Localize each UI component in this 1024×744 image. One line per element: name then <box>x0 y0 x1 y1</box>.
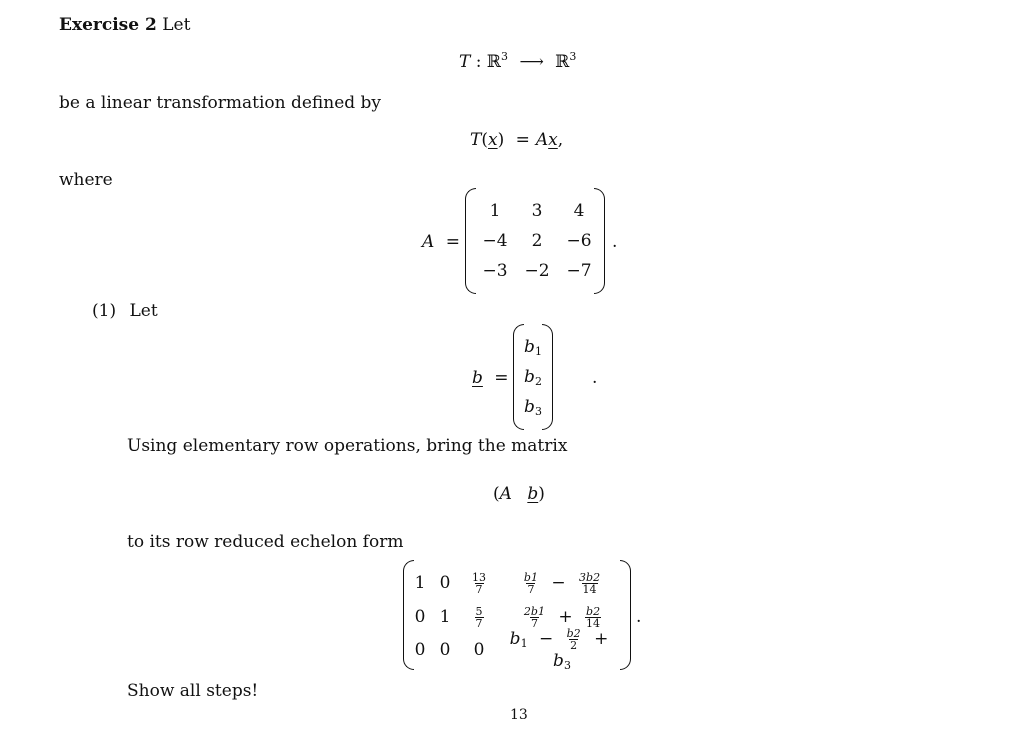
vector-b-entry: $b_3$ <box>524 396 542 418</box>
map-codomain-exp: 3 <box>569 50 577 63</box>
exercise-let: Let <box>162 15 191 35</box>
rref-cell: 0 <box>439 573 451 593</box>
rref-cell: 1 <box>414 573 426 593</box>
eq-open: ( <box>481 130 488 150</box>
eq-x: x <box>487 130 498 150</box>
rref-r2-rhs: $\frac{2b1}{7}$ + $\frac{b2}{14}$ <box>523 604 601 630</box>
vector-b-dot: . <box>592 368 598 388</box>
show-steps-text: Show all steps! <box>127 681 259 701</box>
matrixA-cell: −2 <box>524 261 550 281</box>
vector-b-name: b <box>472 368 483 388</box>
part1-heading <box>92 301 158 321</box>
exercise-title: Exercise 2 <box>59 15 157 35</box>
matrixA-cell: −3 <box>482 261 508 281</box>
map-codomain: ℝ <box>555 52 570 72</box>
vector-b-entries <box>519 332 547 422</box>
vector-b-entry: $b_1$ <box>524 336 542 358</box>
vector-b <box>513 324 553 430</box>
matrixA-dot: . <box>612 232 618 252</box>
rref-cell: 0 <box>414 607 426 627</box>
eq-A: A <box>535 130 549 150</box>
eq-x2: x <box>548 130 558 150</box>
where-text: where <box>59 170 113 190</box>
rref-cell: 1 <box>439 607 451 627</box>
matrixA-name: A <box>422 232 435 252</box>
matrixA-equals: = <box>445 232 460 252</box>
eq-close: ) <box>497 130 505 150</box>
vector-b-label <box>472 368 515 388</box>
aug-b: b <box>527 484 539 504</box>
matrixA-label <box>422 232 466 252</box>
matrixA-cell: 1 <box>489 201 501 221</box>
map-domain-exp: 3 <box>501 50 509 63</box>
map-domain: ℝ <box>486 52 502 72</box>
rref-frac-5-7: $\frac{5}{7}$ <box>475 604 483 630</box>
map-T: T <box>459 52 471 72</box>
rref-r3-rhs: $b_1$ − $\frac{b2}{2}$ + $b_3$ <box>509 627 609 672</box>
matrixA-cell: 2 <box>531 231 543 251</box>
aug-close: ) <box>538 484 545 504</box>
exercise-heading <box>59 15 190 35</box>
eq-T: T <box>470 130 482 150</box>
aug-A: A <box>499 484 512 504</box>
matrixA-cell: 4 <box>573 201 585 221</box>
rref-matrix <box>403 560 631 670</box>
vector-b-entry: $b_2$ <box>524 366 542 388</box>
part1-let: Let <box>129 301 158 321</box>
map-colon: : <box>475 52 482 72</box>
eq-comma: , <box>557 130 564 150</box>
aug-open: ( <box>493 484 500 504</box>
rref-entries <box>409 566 625 672</box>
matrixA <box>465 188 605 294</box>
using-text: Using elementary row operations, bring the matrix <box>127 436 568 456</box>
linear-text: be a linear transformation defined by <box>59 93 382 113</box>
matrixA-cell: −7 <box>566 261 592 281</box>
matrixA-entries <box>473 196 601 286</box>
page-number: 13 <box>510 707 528 723</box>
rref-text: to its row reduced echelon form <box>127 532 404 552</box>
matrixA-cell: 3 <box>531 201 543 221</box>
transform-equation <box>470 130 563 150</box>
matrixA-cell: −6 <box>566 231 592 251</box>
rref-frac-13-7: $\frac{13}{7}$ <box>472 570 486 596</box>
vector-b-equals: = <box>494 368 509 388</box>
matrixA-cell: −4 <box>482 231 508 251</box>
augmented-matrix <box>493 484 545 504</box>
rref-cell: 0 <box>414 640 426 660</box>
part1-label: (1) <box>92 301 117 321</box>
map-definition <box>459 50 576 72</box>
rref-cell: 0 <box>439 640 451 660</box>
map-arrow: ⟶ <box>519 52 544 72</box>
rref-r1-rhs: $\frac{b1}{7}$ − $\frac{3b2}{14}$ <box>523 570 601 596</box>
eq-equals: = <box>515 130 530 150</box>
rref-dot: . <box>636 607 642 627</box>
rref-cell: 0 <box>473 640 485 660</box>
